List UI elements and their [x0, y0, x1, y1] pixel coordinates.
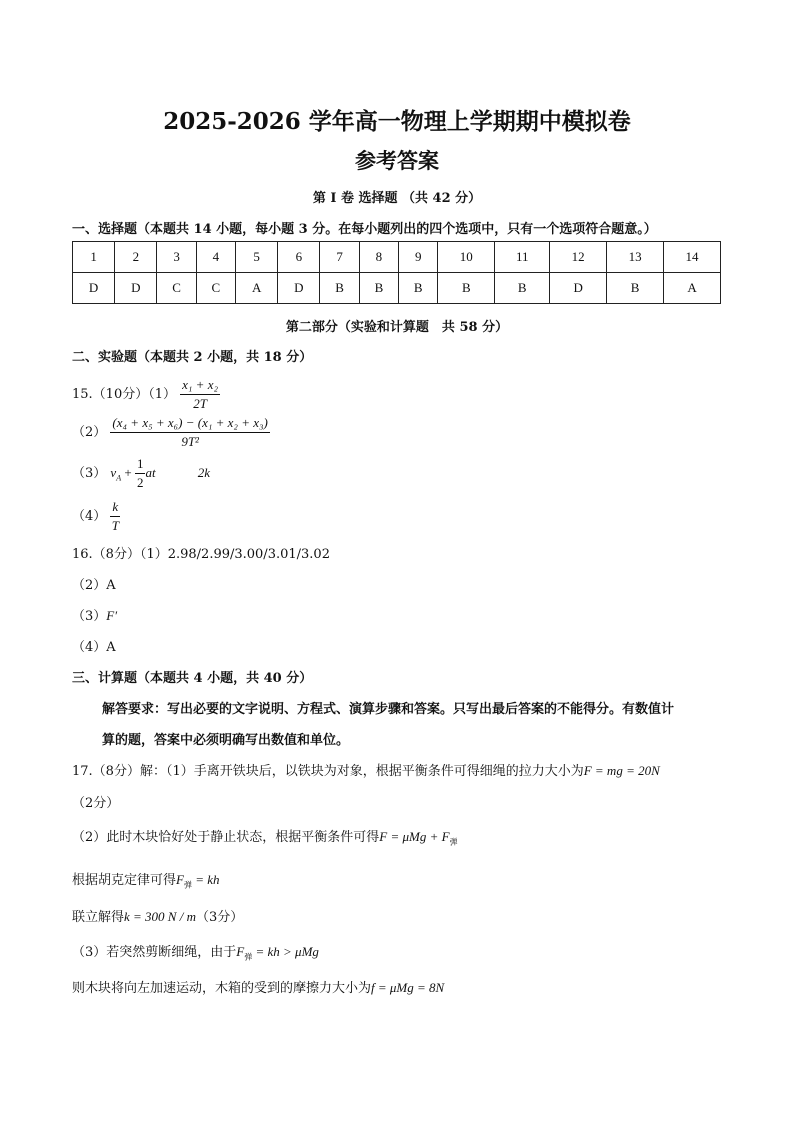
q15-p1-numerator: x₁ + x₂	[180, 377, 220, 395]
question-number-cell: 13	[607, 242, 664, 273]
q17-line1-formula: F = mg = 20N	[583, 763, 660, 778]
part1-heading: 第 I 卷 选择题 （共 42 分）	[312, 191, 482, 206]
question-number-cell: 3	[157, 242, 196, 273]
answer-requirement-line1: 解答要求：写出必要的文字说明、方程式、演算步骤和答案。只写出最后答案的不能得分。有数值计	[102, 702, 675, 717]
q15-p4-fraction	[110, 499, 120, 534]
question-number-cell: 12	[550, 242, 607, 273]
answer-cell: D	[73, 273, 115, 304]
answer-cell: B	[438, 273, 495, 304]
q15-label: 15.（10分）（1）	[72, 387, 176, 402]
q15-part1	[72, 377, 220, 412]
section2-heading: 二、实验题（本题共 2 小题，共 18 分）	[72, 350, 313, 365]
answer-cell: D	[278, 273, 320, 304]
q17-line4-formula-a: F	[176, 872, 184, 887]
q15-p4-numerator: k	[110, 499, 120, 517]
q17-line5-text: 联立解得	[72, 910, 125, 925]
answer-cell: B	[399, 273, 438, 304]
q17-line2-score: （2分）	[72, 796, 120, 811]
q17-line1-text: 17.（8分）解：（1）手离开铁块后，以铁块为对象，根据平衡条件可得细绳的拉力大小为	[72, 764, 584, 779]
question-number-cell: 2	[115, 242, 157, 273]
answer-cell: B	[320, 273, 359, 304]
q17-line7-formula: f = μMg = 8N	[371, 980, 445, 995]
q17-line4-subscript: 弹	[183, 880, 192, 890]
q17-line7	[72, 977, 444, 996]
q15-p2-denominator: 9T²	[181, 434, 199, 449]
q15-part3	[72, 456, 210, 491]
q16-part1: 16.（8分）（1）2.98/2.99/3.00/3.01/3.02	[72, 547, 330, 562]
question-number-cell: 9	[399, 242, 438, 273]
q17-line3-formula: F = μMg + F	[379, 829, 450, 844]
answer-table	[72, 241, 721, 304]
q15-p2-numerator: (x₄ + x₅ + x₆) − (x₁ + x₂ + x₃)	[110, 415, 269, 433]
answer-table-number-row	[73, 242, 721, 273]
answer-table-answer-row	[73, 273, 721, 304]
q17-line7-text: 则木块将向左加速运动，木箱的受到的摩擦力大小为	[72, 981, 372, 996]
question-number-cell: 1	[73, 242, 115, 273]
question-number-cell: 7	[320, 242, 359, 273]
q15-part4	[72, 499, 120, 534]
question-number-cell: 4	[196, 242, 235, 273]
answer-cell: D	[550, 273, 607, 304]
part2-heading: 第二部分（实验和计算题 共 58 分）	[285, 320, 509, 335]
q17-line3-subscript: 弹	[449, 837, 458, 847]
q17-line5-score: （3分）	[195, 910, 244, 925]
q17-line4-text: 根据胡克定律可得	[72, 873, 177, 888]
q16-p3-answer: F′	[106, 608, 118, 623]
section1-heading: 一、选择题（本题共 14 小题，每小题 3 分。在每小题列出的四个选项中，只有一个选项符合题意。）	[72, 222, 657, 237]
answer-cell: B	[359, 273, 398, 304]
question-number-cell: 6	[278, 242, 320, 273]
q17-line3-text: （2）此时木块恰好处于静止状态，根据平衡条件可得	[72, 830, 380, 845]
q17-line4	[72, 869, 220, 891]
q15-part2	[72, 415, 270, 450]
question-number-cell: 11	[495, 242, 550, 273]
q17-line6	[72, 941, 319, 963]
answer-cell: A	[664, 273, 721, 304]
q15-p3-plus: +	[121, 465, 135, 480]
q17-line3	[72, 826, 458, 848]
answer-requirement-line2: 算的题，答案中必须明确写出数值和单位。	[102, 733, 350, 748]
q15-p3-half-denominator: 2	[136, 475, 144, 490]
question-number-cell: 10	[438, 242, 495, 273]
q15-p4-label: （4）	[72, 509, 107, 524]
answer-cell: B	[495, 273, 550, 304]
q15-p1-fraction	[180, 377, 220, 412]
q17-line6-text: （3）若突然剪断细绳，由于	[72, 945, 237, 960]
q15-p3-at: at	[145, 465, 156, 480]
q17-line4-formula-b: = kh	[191, 872, 220, 887]
q17-line1	[72, 760, 660, 779]
q17-line5	[72, 906, 243, 925]
question-number-cell: 14	[664, 242, 721, 273]
answer-cell: C	[157, 273, 196, 304]
q15-p1-denominator: 2T	[193, 396, 207, 411]
q16-part2: （2）A	[72, 578, 116, 593]
q16-part3	[72, 605, 117, 624]
q15-p3-velocity: $v_A$	[110, 465, 122, 483]
section3-heading: 三、计算题（本题共 4 小题，共 40 分）	[72, 671, 313, 686]
q17-line5-formula: k = 300 N / m	[124, 909, 196, 924]
q17-line6-formula-b: = kh > μMg	[252, 944, 319, 959]
q15-p4-denominator: T	[111, 518, 119, 533]
q15-p3-label: （3）	[72, 466, 107, 481]
q17-line6-subscript: 弹	[244, 952, 253, 962]
page-subtitle: 参考答案	[355, 148, 439, 173]
q16-part4: （4）A	[72, 640, 116, 655]
page-title: 2025-2026 学年高一物理上学期期中模拟卷	[163, 108, 631, 135]
answer-cell: D	[115, 273, 157, 304]
q15-p3-half-numerator: 1	[135, 456, 146, 474]
answer-cell: A	[236, 273, 278, 304]
q17-line6-formula-a: F	[236, 944, 245, 959]
question-number-cell: 8	[359, 242, 398, 273]
answer-cell: C	[196, 273, 235, 304]
q15-p2-label: （2）	[72, 425, 107, 440]
answer-cell: B	[607, 273, 664, 304]
question-number-cell: 5	[236, 242, 278, 273]
q15-p2-fraction	[110, 415, 269, 450]
q15-p3-answer2: 2k	[197, 465, 210, 480]
q16-p3-label: （3）	[72, 609, 107, 624]
q15-p3-half	[135, 456, 146, 491]
